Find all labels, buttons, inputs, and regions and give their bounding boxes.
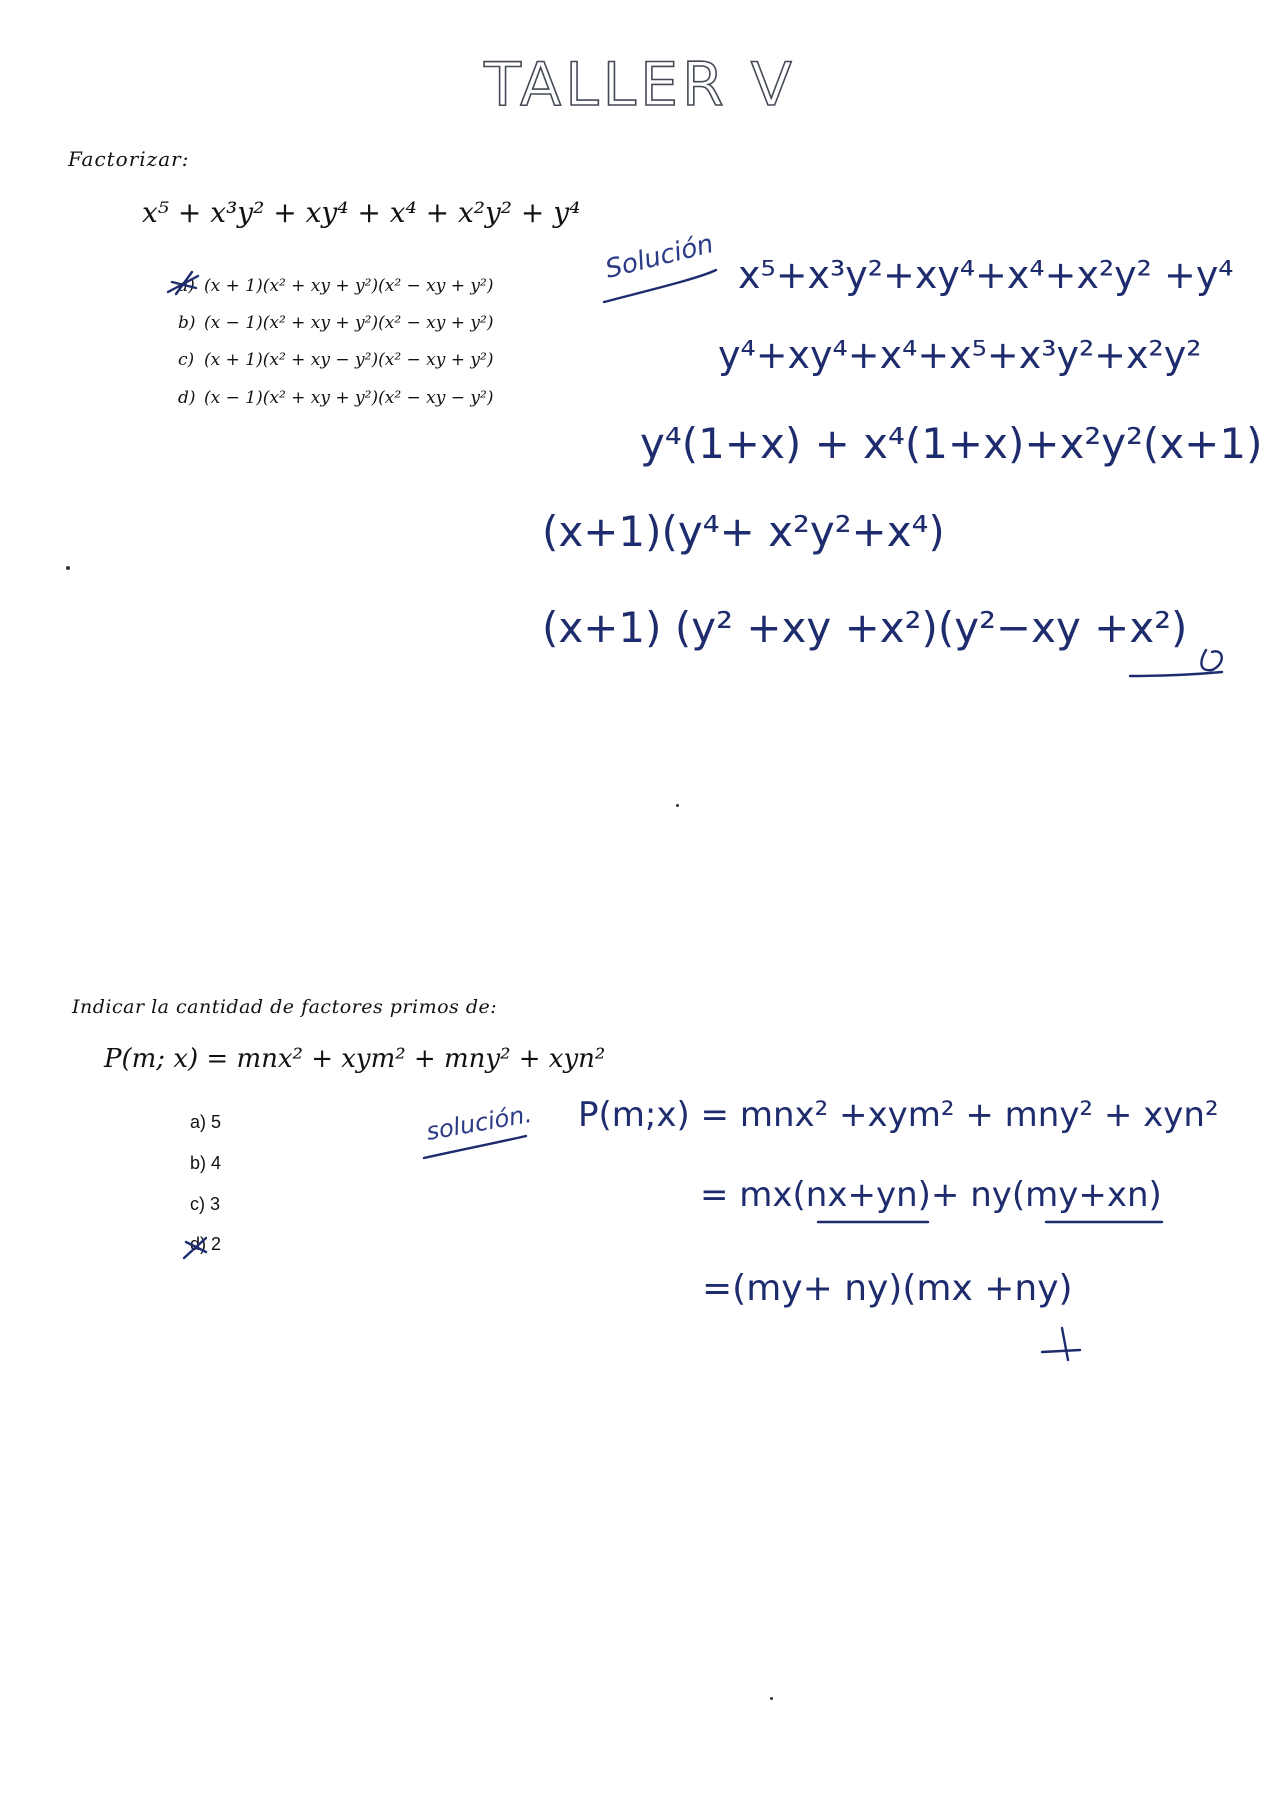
q1-option-letter: b) <box>178 313 196 333</box>
q2-option-text: 2 <box>211 1234 222 1254</box>
q1-option-letter: d) <box>178 388 196 408</box>
q2-solution-line-2: = mx(nx+yn)+ ny(my+xn) <box>700 1175 1162 1215</box>
q1-option-text: (x − 1)(x² + xy + y²)(x² − xy + y²) <box>204 313 494 333</box>
q1-option-text: (x − 1)(x² + xy + y²)(x² − xy − y²) <box>204 388 494 408</box>
q1-option-text: (x + 1)(x² + xy − y²)(x² − xy + y²) <box>204 350 494 370</box>
q1-solution-line-1: x⁵+x³y²+xy⁴+x⁴+x²y² +y⁴ <box>738 253 1234 297</box>
q2-option-text: 4 <box>211 1153 222 1173</box>
q2-option-letter: a) <box>190 1112 207 1132</box>
q2-final-answer-mark <box>1042 1328 1080 1360</box>
q2-solution-label: solución. <box>424 1099 534 1146</box>
q1-instruction: Factorizar: <box>68 147 190 171</box>
page-title: TALLER V <box>484 50 796 120</box>
q2-option-d-check-mark <box>184 1238 206 1258</box>
q2-instruction: Indicar la cantidad de factores primos de: <box>72 996 498 1018</box>
q1-option-letter: c) <box>178 350 195 370</box>
q2-option-text: 3 <box>210 1194 221 1214</box>
q1-solution-line-3: y⁴(1+x) + x⁴(1+x)+x²y²(x+1) <box>640 419 1263 468</box>
q1-solution-line-2: y⁴+xy⁴+x⁴+x⁵+x³y²+x²y² <box>718 333 1202 377</box>
q2-option-letter: d) <box>190 1234 207 1254</box>
q1-option-a-check-mark <box>168 272 198 294</box>
q1-solution-label: Solución <box>602 229 717 285</box>
q1-solution-line-5: (x+1) (y² +xy +x²)(y²−xy +x²) <box>542 603 1188 652</box>
q2-expression: P(m; x) = mnx² + xym² + mny² + xyn² <box>104 1044 606 1074</box>
q1-option-text: (x + 1)(x² + xy + y²)(x² − xy + y²) <box>204 276 494 296</box>
q2-option-text: 5 <box>211 1112 222 1132</box>
q2-solution-line-3: =(my+ ny)(mx +ny) <box>702 1268 1073 1309</box>
q2-solution-line-1: P(m;x) = mnx² +xym² + mny² + xyn² <box>578 1095 1219 1135</box>
q1-solution-line-4: (x+1)(y⁴+ x²y²+x⁴) <box>542 507 945 556</box>
q1-option-letter: a) <box>178 276 195 296</box>
q1-final-answer-mark <box>1130 650 1222 676</box>
q2-option-letter: c) <box>190 1194 205 1214</box>
q2-option-letter: b) <box>190 1153 207 1173</box>
q1-expression: x⁵ + x³y² + xy⁴ + x⁴ + x²y² + y⁴ <box>142 196 581 229</box>
